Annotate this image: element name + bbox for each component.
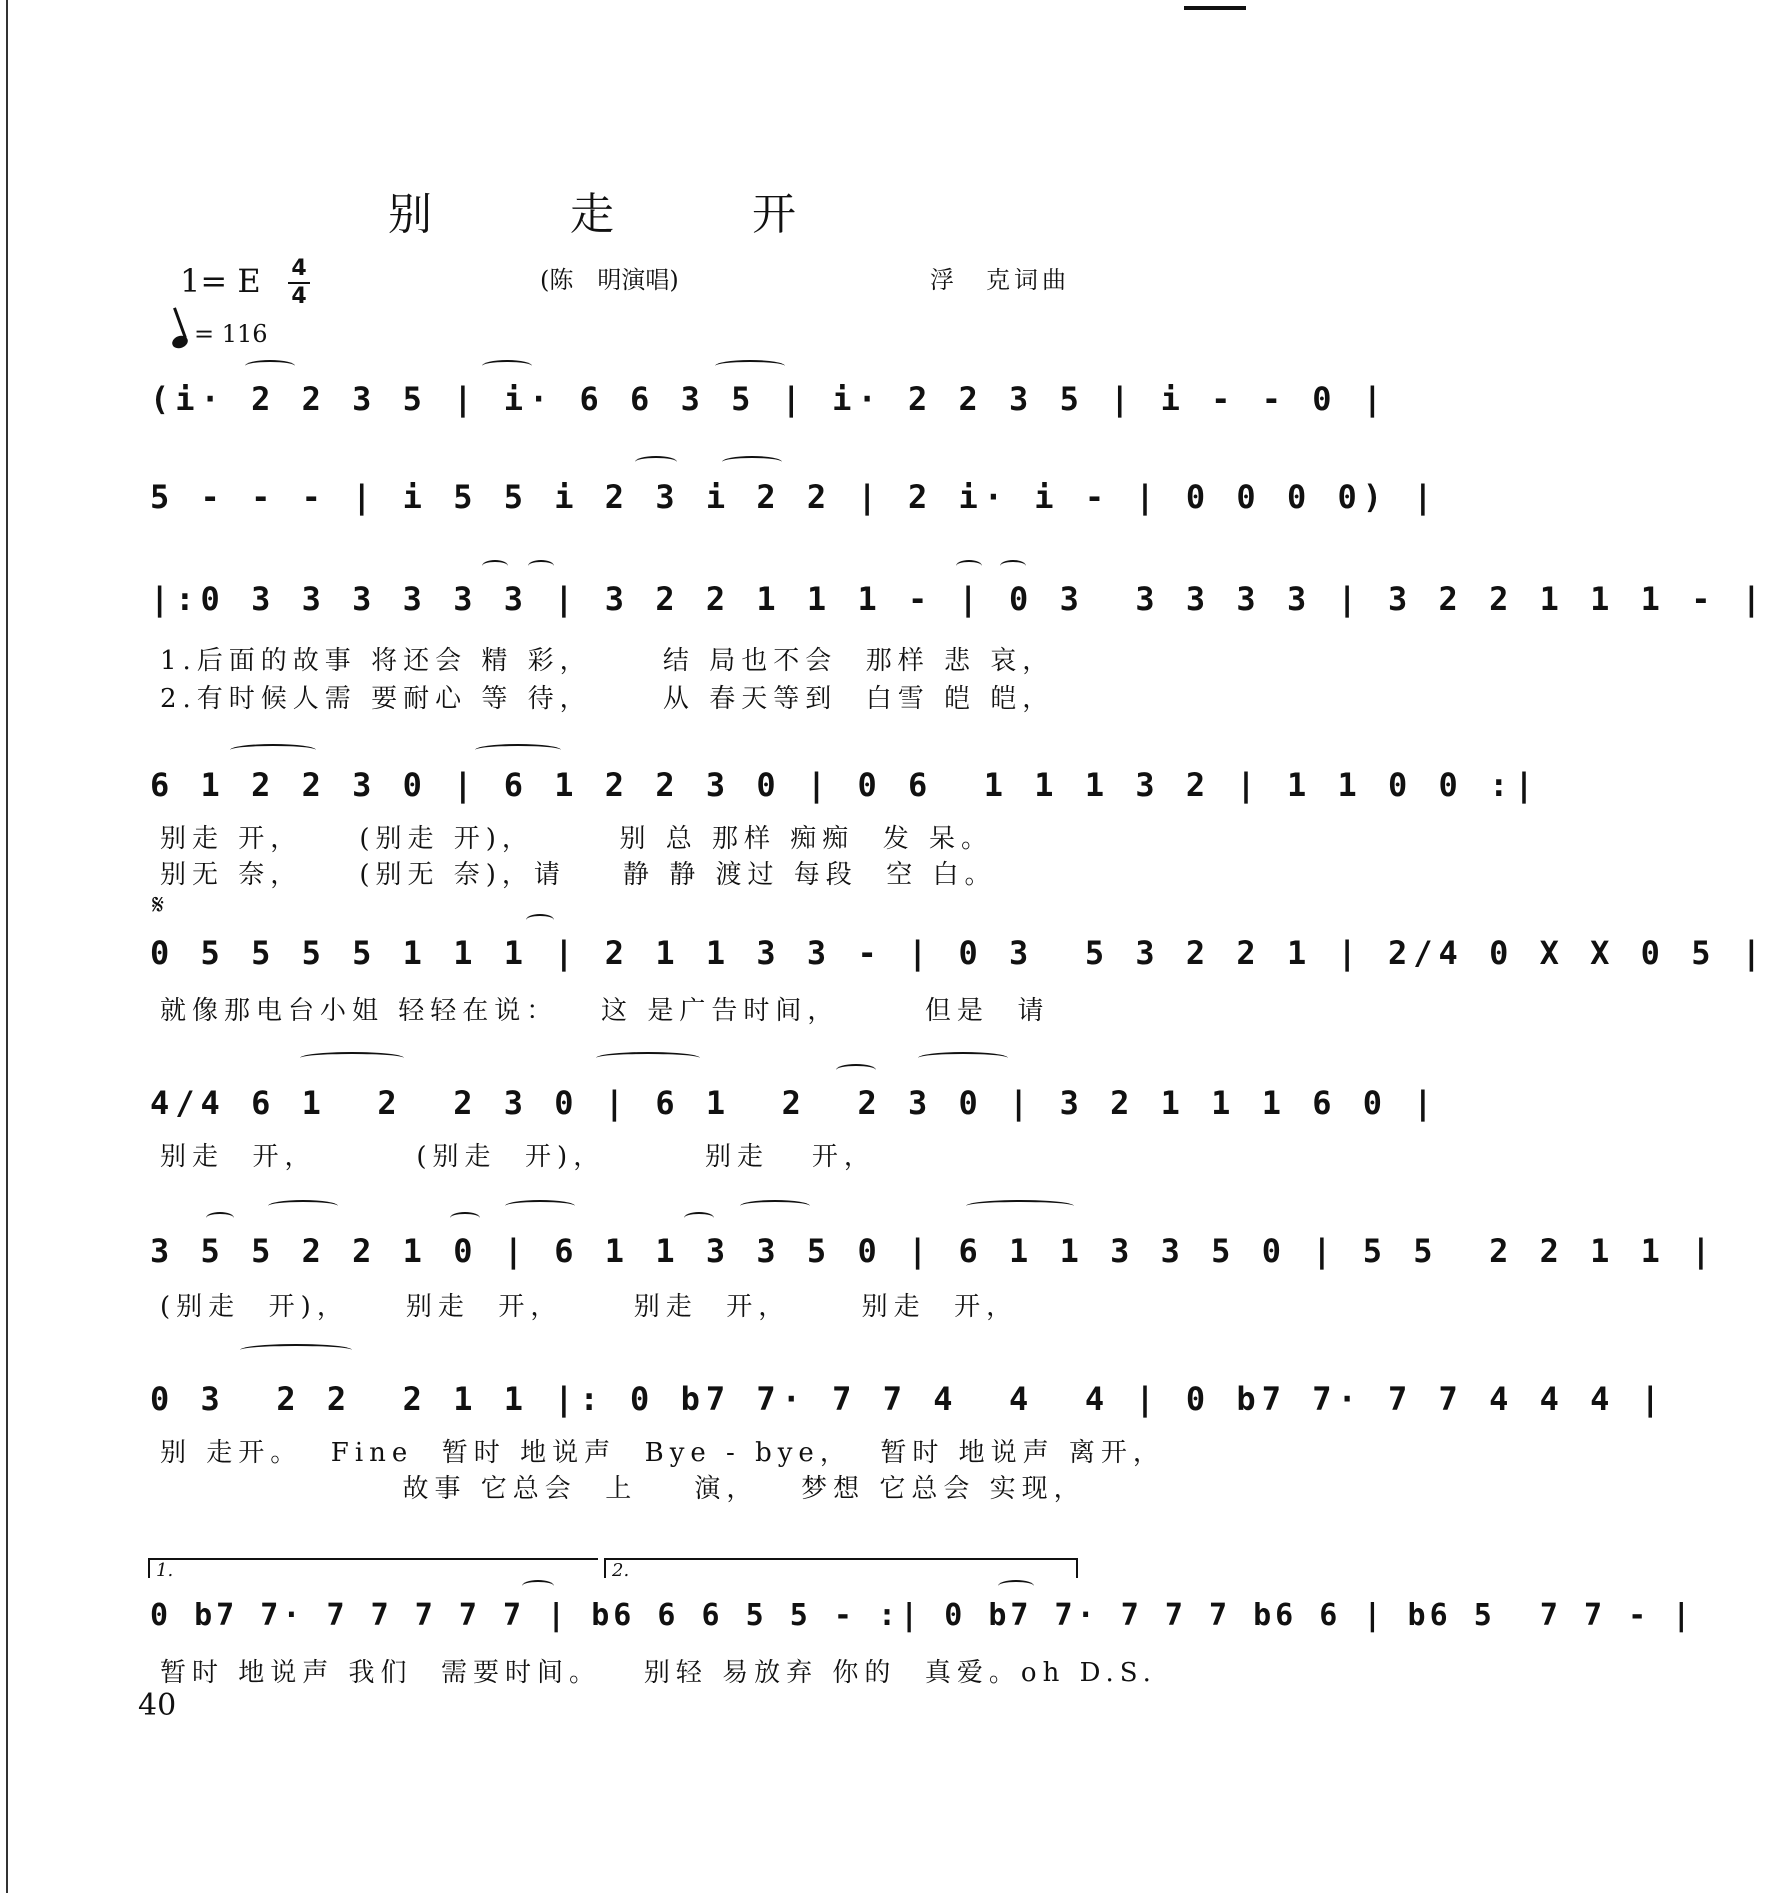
notation-system-3: |:0 3 3 3 3 3 3 | 3 2 2 1 1 1 - | 0 3 3 3 3 3 | 3 2 2 1 1 1 - | <box>150 580 1767 618</box>
slur <box>528 560 554 572</box>
second-ending-label: 2. <box>612 1560 630 1581</box>
lyric-line: 故事 它总会 上 演， 梦想 它总会 实现， <box>160 1474 1086 1504</box>
slur <box>715 360 785 372</box>
notation-system-8: 0 3 2 2 2 1 1 |: 0 b7 7· 7 7 4 4 4 | 0 b7 7· 7 7 4 4 4 | <box>150 1380 1666 1418</box>
performer-credit: (陈 明演唱) <box>540 266 679 294</box>
time-top: 4 <box>291 256 307 281</box>
tempo-marking <box>172 320 268 348</box>
first-ending-bracket <box>148 1558 598 1578</box>
lyric-line: 别走 开， (别走 开)， 别走 开， <box>160 1142 876 1172</box>
slur <box>522 1580 554 1592</box>
page-number: 40 <box>138 1688 177 1723</box>
slur <box>268 1200 338 1212</box>
notation-system-1: (i· 2 2 3 5 | i· 6 6 3 5 | i· 2 2 3 5 | i - - 0 | <box>150 380 1389 418</box>
lyric-line: 1.后面的故事 将还会 精 彩， 结 局也不会 那样 悲 哀， <box>160 646 1055 676</box>
slur <box>240 1344 352 1356</box>
slur <box>300 1052 404 1064</box>
notation-system-5: 0 5 5 5 5 1 1 1 | 2 1 1 3 3 - | 0 3 5 3 2 2 1 | 2/4 0 X X 0 5 | <box>150 934 1767 972</box>
lyric-line: 别无 奈， (别无 奈)，请 静 静 渡过 每段 空 白。 <box>160 860 997 890</box>
song-title: 别 走 开 <box>388 189 858 240</box>
slur <box>596 1052 700 1064</box>
page-corner-mark <box>1184 6 1246 10</box>
page-edge-line <box>6 0 8 1893</box>
slur <box>206 1212 234 1224</box>
lyric-line: 别 走开。 Fine 暂时 地说声 Bye - bye， 暂时 地说声 离开， <box>160 1438 1165 1468</box>
slur <box>966 1200 1074 1212</box>
slur <box>526 914 554 926</box>
tempo-value: = 116 <box>194 320 268 348</box>
notation-system-4: 6 1 2 2 3 0 | 6 1 2 2 3 0 | 0 6 1 1 1 3 2 | 1 1 0 0 :| <box>150 766 1540 804</box>
slur <box>722 456 782 468</box>
slur <box>740 1200 810 1212</box>
lyric-line: 别走 开， (别走 开)， 别 总 那样 痴痴 发 呆。 <box>160 824 994 854</box>
slur <box>1000 560 1026 572</box>
notation-system-7: 3 5 5 2 2 1 0 | 6 1 1 3 3 5 0 | 6 1 1 3 3 5 0 | 5 5 2 2 1 1 | <box>150 1232 1717 1270</box>
slur <box>918 1052 1008 1064</box>
notation-system-2: 5 - - - | i 5 5 i 2 3 i 2 2 | 2 i· i - | 0 0 0 0) | <box>150 478 1439 516</box>
slur <box>482 560 508 572</box>
slur <box>245 360 295 372</box>
lyric-line: 2.有时候人需 要耐心 等 待， 从 春天等到 白雪 皑 皑， <box>160 684 1055 714</box>
key-label: 1= E <box>180 262 261 300</box>
segno-sign: 𝄋 <box>152 888 165 921</box>
lyric-line: (别走 开)， 别走 开， 别走 开， 别走 开， <box>160 1292 1019 1322</box>
lyric-line: 就像那电台小姐 轻轻在说： 这 是广告时间， 但是 请 <box>160 996 1050 1026</box>
slur <box>450 1212 480 1224</box>
lyricist-composer-credit: 浮 克词曲 <box>930 266 1070 294</box>
slur <box>635 456 677 468</box>
slur <box>475 744 561 756</box>
slur <box>482 360 532 372</box>
key-signature <box>180 262 261 300</box>
slur <box>230 744 316 756</box>
quarter-note-icon <box>170 334 189 351</box>
time-signature <box>288 258 310 308</box>
first-ending-label: 1. <box>156 1560 174 1581</box>
slur <box>998 1580 1034 1592</box>
time-bottom: 4 <box>291 284 307 309</box>
notation-system-9: 0 b7 7· 7 7 7 7 7 | b6 6 6 5 5 - :| 0 b7 7· 7 7 7 b6 6 | b6 5 7 7 - | <box>150 1598 1695 1633</box>
slur <box>956 560 982 572</box>
slur <box>684 1212 714 1224</box>
slur <box>836 1064 876 1076</box>
lyric-line: 暂时 地说声 我们 需要时间。 别轻 易放弃 你的 真爱。oh D.S. <box>160 1658 1157 1688</box>
notation-system-6: 4/4 6 1 2 2 3 0 | 6 1 2 2 3 0 | 3 2 1 1 1 6 0 | <box>150 1084 1439 1122</box>
second-ending-bracket <box>604 1558 1078 1578</box>
slur <box>505 1200 575 1212</box>
